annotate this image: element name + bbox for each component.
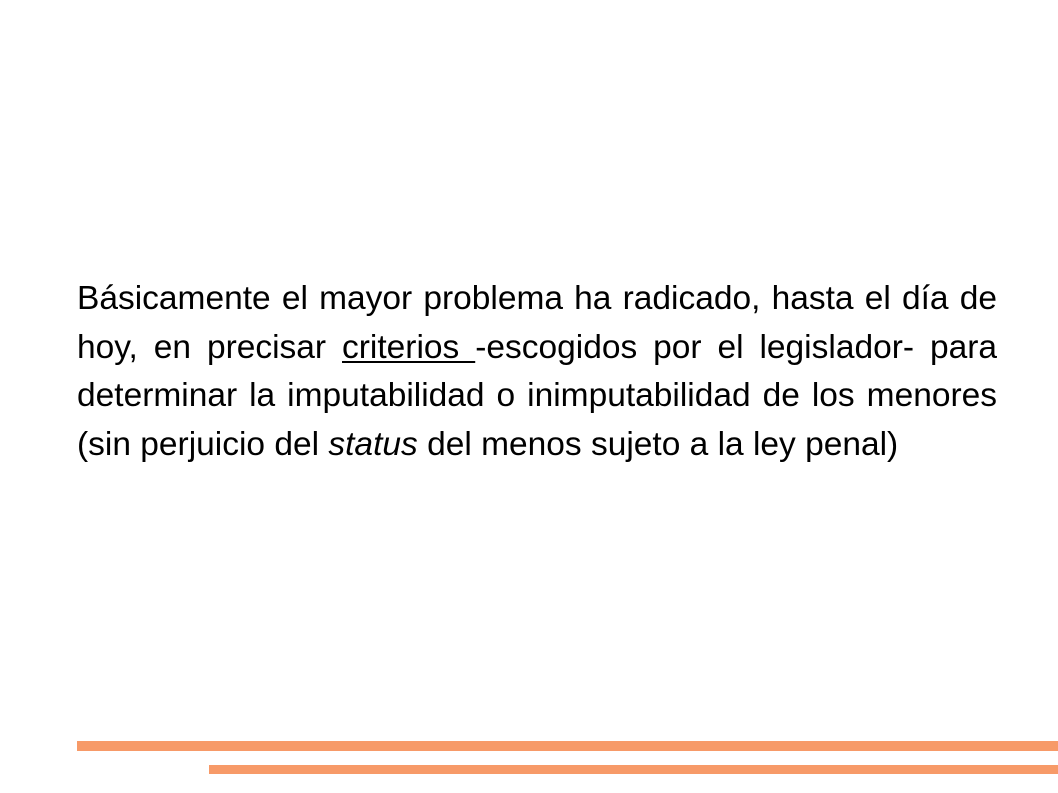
body-paragraph — [77, 275, 997, 469]
accent-bar-bottom — [209, 765, 1058, 774]
paragraph-underlined-criterios: criterios — [342, 328, 476, 366]
paragraph-text-part2: -escogidos por el legislador- para determinar la imputabilidad o inimputabilidad de los menores (sin perjuicio del — [77, 328, 997, 463]
accent-bar-top — [77, 741, 1058, 751]
paragraph-text-part1: Básicamente el mayor problema ha radicado, hasta el día de hoy, en precisar — [77, 280, 997, 366]
paragraph-italic-status: status — [328, 425, 418, 463]
paragraph-text-part3: del menos sujeto a la ley penal) — [417, 425, 899, 463]
